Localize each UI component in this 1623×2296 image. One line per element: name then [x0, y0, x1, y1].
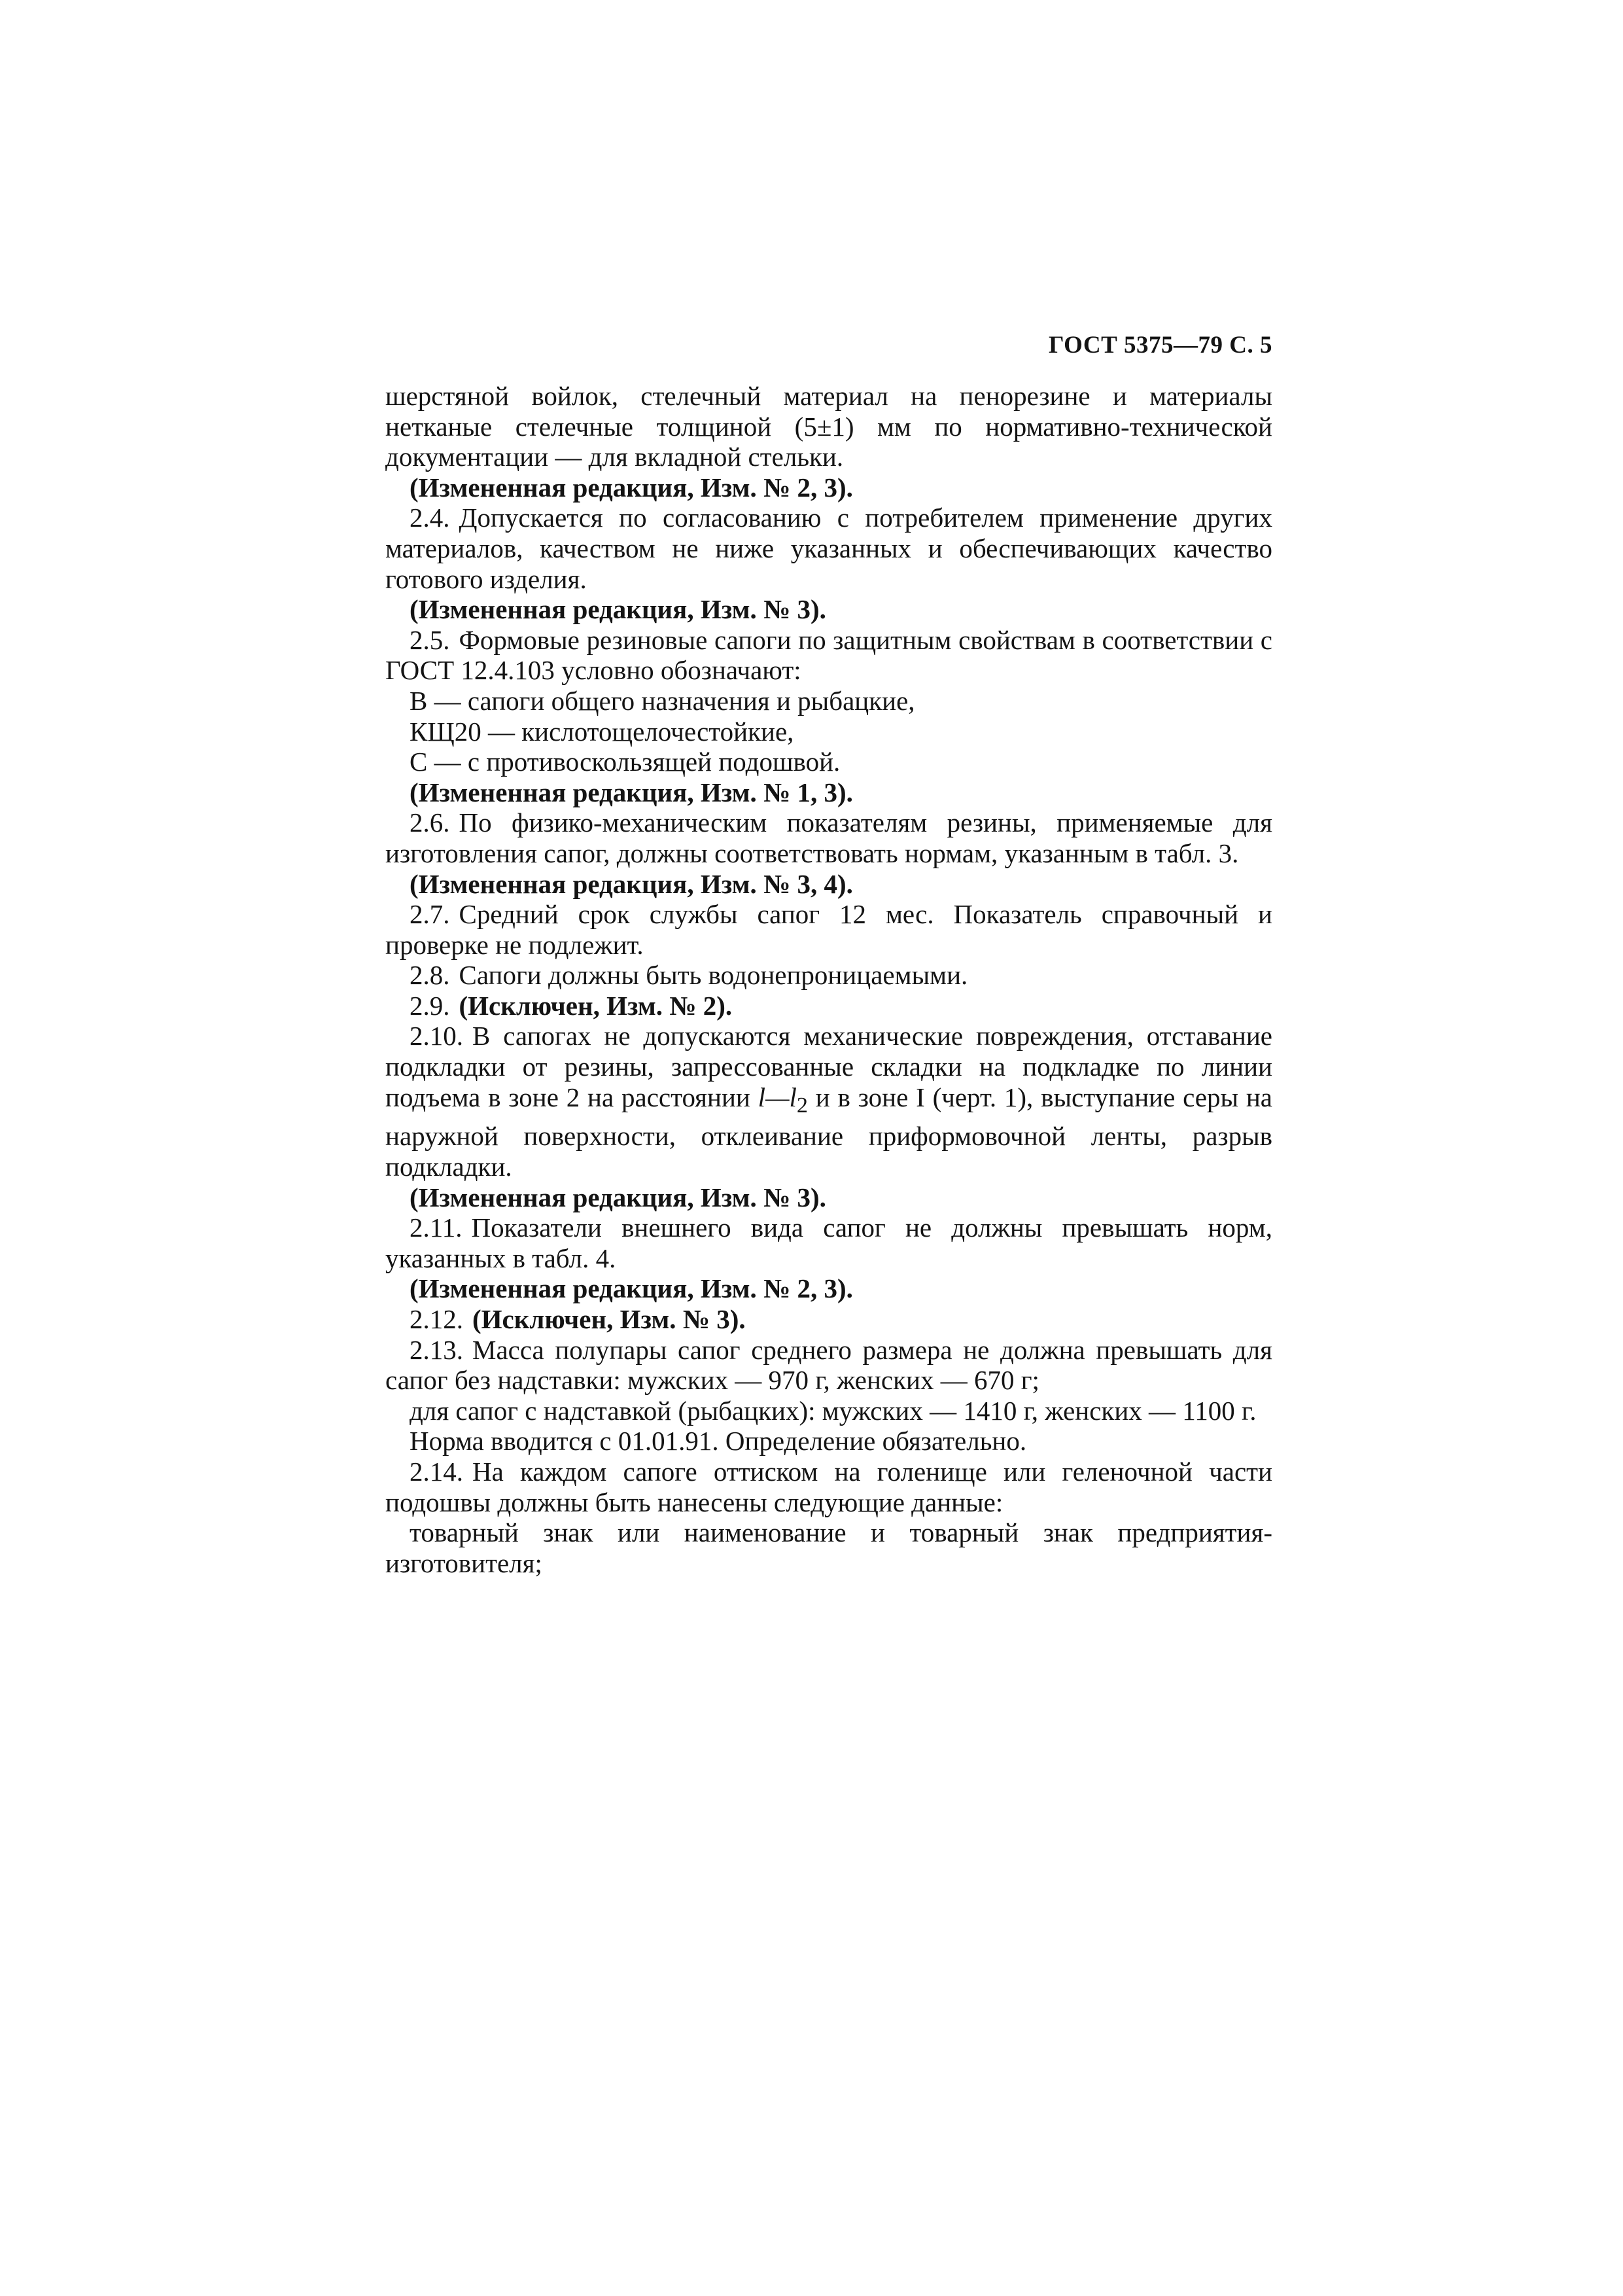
clause-text: Показатели внешнего вида сапог не должны превышать норм, указанных в табл. 4. [385, 1212, 1272, 1273]
clause-number: 2.13. [410, 1334, 463, 1365]
clause-text: (Исключен, Изм. № 2). [459, 990, 733, 1021]
list-item: В — сапоги общего назначения и рыбацкие, [410, 685, 915, 716]
formula-subscript: 2 [796, 1093, 808, 1118]
clause-text: На каждом сапоге оттиском на голенище или геленочной части подошвы должны быть нанесены следующие данные: [385, 1456, 1272, 1517]
revision-note: (Измененная редакция, Изм. № 2, 3). [410, 472, 853, 503]
clause-number: 2.8. [410, 960, 450, 991]
clause-number: 2.7. [410, 899, 450, 930]
clause-2-4 [385, 503, 1272, 594]
paragraph-mass-fishing: для сапог с надставкой (рыбацких): мужских — 1410 г, женских — 1100 г. [410, 1395, 1257, 1426]
list-item: С — с противоскользящей подошвой. [410, 747, 841, 777]
clause-text-continued: и в зоне I (черт. 1), выступание серы на наружной поверхности, отклеивание приформовочной ленты, разрыв подкладки. [385, 1082, 1272, 1182]
clause-2-7 [385, 899, 1272, 960]
clause-2-5 [385, 625, 1272, 686]
revision-note: (Измененная редакция, Изм. № 1, 3). [410, 777, 853, 807]
clause-number: 2.10. [410, 1021, 463, 1051]
clause-text: Сапоги должны быть водонепроницаемыми. [459, 960, 968, 991]
revision-note: (Измененная редакция, Изм. № 3). [410, 1182, 826, 1212]
paragraph-materials: шерстяной войлок, стелечный материал на пенорезине и материалы нетканые стелечные толщиной (5±1) мм по нормативно-технической документации — для вкладной стельки. [385, 381, 1272, 472]
clause-2-10 [385, 1021, 1272, 1182]
clause-text: (Исключен, Изм. № 3). [472, 1304, 746, 1334]
clause-2-8 [385, 960, 1272, 991]
paragraph-trademark: товарный знак или наименование и товарный знак предприятия-изготовителя; [385, 1517, 1272, 1578]
clause-number: 2.4. [410, 503, 450, 533]
clause-text: Допускается по согласованию с потребителем применение других материалов, качеством не ниже указанных и обеспечивающих качество готового изделия. [385, 503, 1272, 594]
revision-note: (Измененная редакция, Изм. № 3, 4). [410, 868, 853, 899]
clause-number: 2.11. [410, 1212, 462, 1243]
clause-2-9 [385, 991, 1272, 1021]
clause-2-12 [385, 1304, 1272, 1335]
revision-note: (Измененная редакция, Изм. № 2, 3). [410, 1273, 853, 1304]
clause-number: 2.6. [410, 807, 450, 838]
clause-text: Формовые резиновые сапоги по защитным свойствам в соответствии с ГОСТ 12.4.103 условно обозначают: [385, 624, 1272, 686]
clause-number: 2.9. [410, 990, 450, 1021]
page-header: ГОСТ 5375—79 С. 5 [1049, 332, 1272, 359]
clause-text: По физико-механическим показателям резины, применяемые для изготовления сапог, должны соответствовать нормам, указанным в табл. 3. [385, 807, 1272, 868]
clause-2-14 [385, 1457, 1272, 1517]
distance-formula: l—l [758, 1082, 797, 1112]
clause-number: 2.5. [410, 624, 450, 655]
paragraph-norm-date: Норма вводится с 01.01.91. Определение обязательно. [410, 1426, 1027, 1457]
clause-text: Масса полупары сапог среднего размера не должна превышать для сапог без надставки: мужских — 970 г, женских — 670 г; [385, 1334, 1272, 1396]
clause-2-13 [385, 1335, 1272, 1396]
clause-text: В сапогах не допускаются механические повреждения, отставание подкладки от резины, запрессованные складки на подкладке по линии подъема в зоне 2 на расстоянии [385, 1021, 1272, 1112]
clause-number: 2.12. [410, 1304, 463, 1334]
clause-number: 2.14. [410, 1456, 463, 1487]
document-body [385, 381, 1272, 1578]
revision-note: (Измененная редакция, Изм. № 3). [410, 594, 826, 625]
list-item: КЩ20 — кислотощелочестойкие, [410, 716, 794, 747]
clause-text: Средний срок службы сапог 12 мес. Показатель справочный и проверке не подлежит. [385, 899, 1272, 960]
clause-2-6 [385, 807, 1272, 868]
clause-2-11 [385, 1212, 1272, 1273]
